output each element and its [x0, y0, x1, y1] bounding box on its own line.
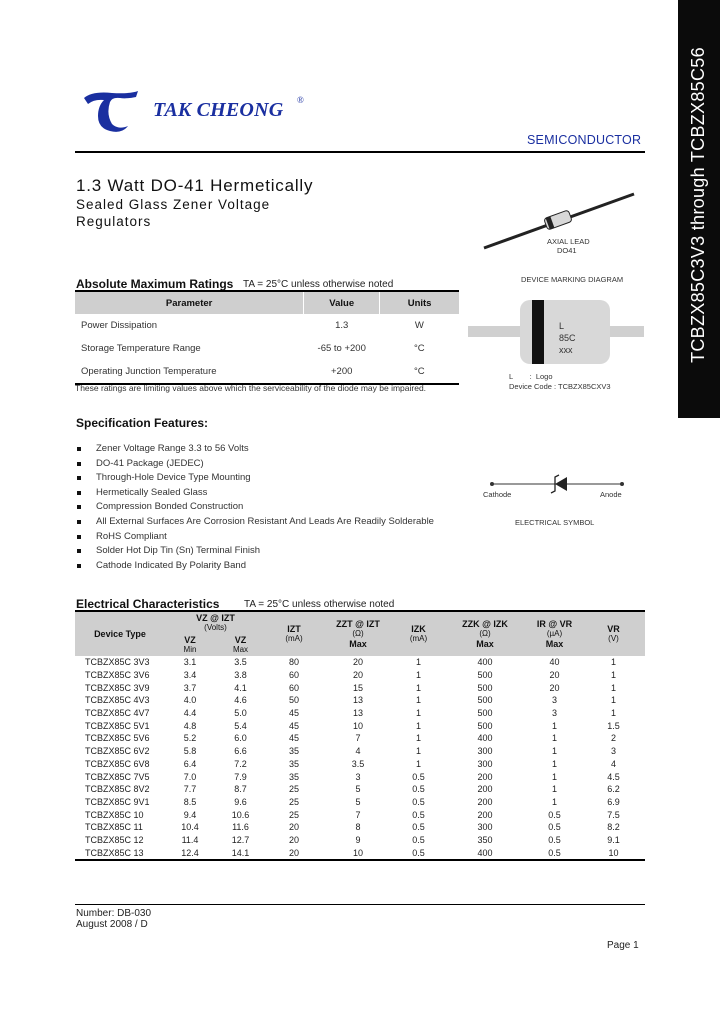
table-cell: 300	[477, 746, 493, 757]
table-cell: 20	[352, 670, 363, 681]
col-zzk-label: ZZK @ IZK	[462, 619, 508, 629]
table-cell: 1	[551, 720, 557, 731]
doc-number: Number: DB-030	[76, 908, 152, 919]
table-cell: 6.2	[607, 784, 620, 795]
col-vz-max-label: Max	[232, 645, 249, 654]
table-cell: 6.4	[183, 758, 197, 769]
table-row	[75, 656, 645, 669]
device-type-cell: TCBZX85C 9V1	[85, 796, 150, 807]
col-vz-header	[165, 611, 266, 634]
col-ir-unit: (µA)	[546, 629, 563, 638]
ratings-cell: Operating Junction Temperature	[81, 366, 217, 377]
table-cell: 1	[610, 708, 616, 719]
table-cell: 25	[288, 784, 299, 795]
col-vr-unit: (V)	[608, 634, 619, 643]
table-cell: 4.8	[183, 720, 197, 731]
table-cell: 25	[288, 809, 299, 820]
table-cell: 300	[477, 758, 493, 769]
table-cell: 1	[610, 657, 616, 668]
device-type-cell: TCBZX85C 10	[85, 809, 144, 820]
table-cell: 1	[415, 758, 421, 769]
table-cell: 0.5	[548, 822, 561, 833]
marking-line-1: L	[559, 321, 565, 331]
table-row	[75, 707, 645, 720]
table-cell: 10.6	[231, 809, 250, 820]
device-type-cell: TCBZX85C 3V9	[85, 682, 150, 693]
device-type-cell: TCBZX85C 6V8	[85, 758, 150, 769]
table-row	[75, 846, 645, 860]
col-ir-label: IR @ VR	[536, 619, 573, 629]
col-vz-min-symbol: VZ	[184, 635, 196, 645]
ratings-cell: W	[414, 320, 424, 331]
ratings-cell: Storage Temperature Range	[81, 343, 201, 354]
ratings-note: TA = 25°C unless otherwise noted	[243, 279, 394, 290]
table-cell: 5	[355, 784, 361, 795]
marking-line-3: xxx	[559, 345, 573, 355]
symbol-caption: ELECTRICAL SYMBOL	[515, 518, 595, 527]
features-heading: Specification Features:	[76, 416, 209, 430]
marking-legend-code: Device Code : TCBZX85CXV3	[509, 382, 611, 391]
ratings-footnote: These ratings are limiting values above which the serviceability of the diode may be impaired.	[75, 383, 427, 393]
table-cell: 0.5	[412, 796, 425, 807]
ratings-heading: Absolute Maximum Ratings	[76, 277, 234, 291]
table-row	[75, 719, 645, 732]
col-vr-label: VR	[607, 624, 620, 634]
table-cell: 20	[549, 670, 560, 681]
ratings-cell: °C	[414, 343, 425, 354]
col-vz-label: VZ @ IZT	[196, 613, 235, 623]
table-cell: 400	[477, 657, 493, 668]
table-cell: 1	[415, 670, 421, 681]
table-cell: 300	[477, 822, 493, 833]
table-cell: 11.6	[232, 822, 249, 833]
table-cell: 4.5	[607, 771, 620, 782]
feature-item: All External Surfaces Are Corrosion Resistant And Leads Are Readily Solderable	[76, 516, 476, 531]
col-zzt-unit: (Ω)	[352, 629, 364, 638]
table-cell: 45	[288, 720, 299, 731]
device-type-cell: TCBZX85C 5V1	[85, 720, 150, 731]
table-cell: 350	[477, 834, 493, 845]
device-type-cell: TCBZX85C 3V3	[85, 657, 150, 668]
table-cell: 13	[352, 708, 363, 719]
table-cell: 0.5	[412, 771, 425, 782]
table-cell: 15	[352, 682, 363, 693]
table-row	[75, 796, 645, 809]
table-cell: 0.5	[412, 847, 425, 858]
feature-item: Hermetically Sealed Glass	[76, 487, 476, 502]
table-cell: 3.7	[183, 682, 197, 693]
device-type-cell: TCBZX85C 12	[85, 834, 144, 845]
table-row	[75, 732, 645, 745]
table-cell: 5.0	[234, 708, 247, 719]
table-cell: 60	[288, 670, 299, 681]
page-number: Page 1	[607, 940, 639, 951]
doc-date: August 2008 / D	[76, 919, 148, 930]
table-cell: 7.2	[234, 758, 247, 769]
table-cell: 4.0	[183, 695, 197, 706]
page-subtitle: Sealed Glass Zener Voltage Regulators	[76, 197, 271, 229]
table-cell: 14.1	[231, 847, 250, 858]
table-cell: 200	[477, 771, 493, 782]
table-cell: 500	[477, 695, 493, 706]
table-cell: 9.4	[183, 809, 197, 820]
footer-rule	[75, 904, 645, 905]
table-cell: 50	[288, 695, 299, 706]
tak-cheong-logo-icon	[82, 88, 140, 132]
side-tab	[678, 0, 720, 418]
brand-name: TAK CHEONG	[153, 99, 284, 121]
table-cell: 8	[355, 822, 361, 833]
col-vz-max	[215, 634, 266, 656]
page-title: 1.3 Watt DO-41 Hermetically	[76, 176, 314, 195]
ratings-col-parameter: Parameter	[75, 291, 304, 314]
table-cell: 20	[288, 822, 299, 833]
col-zzk-header	[443, 611, 527, 656]
table-cell: 3.4	[183, 670, 197, 681]
table-cell: 25	[288, 796, 299, 807]
table-cell: 400	[477, 733, 493, 744]
col-vz-max-symbol: VZ	[234, 635, 247, 645]
table-cell: 8.5	[183, 796, 197, 807]
electrical-table	[75, 610, 645, 861]
table-cell: 1	[551, 796, 557, 807]
table-cell: 10	[608, 847, 619, 858]
table-row	[75, 694, 645, 707]
side-part-range: TCBZX85C3V3 through TCBZX85C56	[688, 47, 708, 363]
table-cell: 10	[352, 720, 363, 731]
table-cell: 80	[288, 657, 299, 668]
device-type-cell: TCBZX85C 6V2	[85, 746, 150, 757]
table-cell: 7.9	[234, 771, 247, 782]
table-cell: 45	[288, 708, 299, 719]
table-cell: 40	[549, 657, 560, 668]
ratings-row	[75, 360, 459, 384]
table-cell: 4.1	[234, 682, 247, 693]
table-cell: 35	[288, 746, 299, 757]
table-cell: 1	[551, 758, 557, 769]
col-izt-header	[266, 611, 322, 656]
table-row	[75, 669, 645, 682]
col-zzk-unit: (Ω)	[479, 629, 491, 638]
feature-item: DO-41 Package (JEDEC)	[76, 458, 476, 473]
table-cell: 1	[415, 746, 421, 757]
col-ir-max: Max	[545, 639, 564, 649]
device-type-cell: TCBZX85C 13	[85, 847, 144, 858]
table-cell: 35	[288, 771, 299, 782]
table-cell: 500	[477, 682, 493, 693]
table-cell: 1	[610, 670, 616, 681]
package-caption-1: AXIAL LEAD	[547, 237, 590, 246]
division-label: SEMICONDUCTOR	[527, 133, 642, 147]
header-rule	[75, 151, 645, 153]
device-type-cell: TCBZX85C 7V5	[85, 771, 150, 782]
table-cell: 5.4	[234, 720, 247, 731]
table-cell: 1	[415, 657, 421, 668]
table-cell: 5.8	[183, 746, 197, 757]
electrical-heading: Electrical Characteristics	[76, 597, 220, 611]
anode-label: Anode	[600, 490, 622, 499]
col-zzt-label: ZZT @ IZT	[336, 619, 380, 629]
cathode-label: Cathode	[483, 490, 512, 499]
marking-line-2: 85C	[559, 333, 576, 343]
table-cell: 0.5	[412, 784, 425, 795]
table-cell: 3.5	[234, 657, 247, 668]
table-cell: 3	[551, 695, 557, 706]
table-cell: 3	[355, 771, 361, 782]
ratings-table-wrap	[75, 290, 459, 385]
table-cell: 60	[288, 682, 299, 693]
table-cell: 6.6	[234, 746, 247, 757]
table-cell: 12.7	[231, 834, 250, 845]
col-vz-min	[165, 634, 215, 656]
table-cell: 1	[551, 746, 557, 757]
electrical-table-body	[75, 656, 645, 860]
table-cell: 3.5	[351, 758, 365, 769]
col-ir-header	[527, 611, 582, 656]
table-cell: 13	[352, 695, 363, 706]
electrical-table-wrap	[75, 610, 645, 861]
device-type-cell: TCBZX85C 8V2	[85, 784, 150, 795]
table-cell: 6.9	[607, 796, 620, 807]
col-izt-label: IZT	[287, 624, 301, 634]
table-cell: 1	[551, 784, 557, 795]
col-vz-unit: (Volts)	[204, 623, 227, 632]
table-cell: 1	[415, 733, 421, 744]
ratings-col-units: Units	[380, 291, 459, 314]
col-zzk-max: Max	[476, 639, 494, 649]
electrical-note: TA = 25°C unless otherwise noted	[244, 599, 395, 610]
table-cell: 500	[477, 720, 493, 731]
table-cell: 0.5	[412, 834, 425, 845]
table-cell: 0.5	[412, 822, 425, 833]
table-cell: 10	[352, 847, 363, 858]
ratings-row	[75, 314, 459, 337]
table-cell: 20	[352, 657, 363, 668]
table-cell: 7.0	[183, 771, 197, 782]
table-row	[75, 808, 645, 821]
table-cell: 7.5	[607, 809, 620, 820]
ratings-cell: 1.3	[335, 320, 349, 331]
table-cell: 20	[288, 834, 299, 845]
table-cell: 0.5	[548, 847, 561, 858]
ratings-col-value: Value	[304, 291, 380, 314]
table-cell: 4.6	[234, 695, 247, 706]
table-cell: 1	[415, 695, 421, 706]
features-list	[76, 443, 476, 574]
table-cell: 1	[610, 695, 616, 706]
table-cell: 8.7	[234, 784, 247, 795]
table-cell: 20	[549, 682, 560, 693]
table-cell: 0.5	[548, 834, 561, 845]
col-device-type: Device Type	[75, 611, 165, 656]
table-row	[75, 681, 645, 694]
table-row	[75, 834, 645, 847]
ratings-cell: +200	[331, 366, 353, 377]
table-cell: 8.2	[607, 822, 620, 833]
feature-item: RoHS Compliant	[76, 531, 476, 546]
table-row	[75, 745, 645, 758]
col-izk-unit: (mA)	[409, 634, 428, 643]
marking-diagram-title: DEVICE MARKING DIAGRAM	[521, 275, 624, 284]
device-type-cell: TCBZX85C 4V3	[85, 695, 150, 706]
feature-item: Through-Hole Device Type Mounting	[76, 472, 476, 487]
table-cell: 500	[477, 670, 493, 681]
table-cell: 400	[477, 847, 493, 858]
col-vr-header	[582, 611, 645, 656]
ratings-cell: °C	[414, 366, 425, 377]
table-cell: 1	[551, 771, 557, 782]
table-cell: 9	[355, 834, 361, 845]
table-cell: 5	[355, 796, 361, 807]
table-cell: 1	[610, 682, 616, 693]
col-izt-unit: (mA)	[285, 634, 303, 643]
table-cell: 4.4	[183, 708, 197, 719]
table-cell: 3	[551, 708, 557, 719]
col-vz-min-label: Min	[183, 645, 197, 654]
table-cell: 1.5	[607, 720, 620, 731]
feature-item: Compression Bonded Construction	[76, 501, 476, 516]
device-type-cell: TCBZX85C 11	[85, 822, 143, 833]
ratings-cell: -65 to +200	[317, 343, 366, 354]
table-cell: 2	[610, 733, 616, 744]
table-row	[75, 821, 645, 834]
table-cell: 11.4	[181, 834, 199, 845]
col-zzt-header	[322, 611, 394, 656]
table-cell: 10.4	[181, 822, 199, 833]
table-cell: 4	[355, 746, 361, 757]
feature-item: Zener Voltage Range 3.3 to 56 Volts	[76, 443, 476, 458]
table-cell: 1	[415, 682, 421, 693]
marking-legend-logo: L : Logo	[509, 372, 553, 381]
table-cell: 500	[477, 708, 493, 719]
ratings-row	[75, 337, 459, 360]
registered-mark: ®	[297, 95, 304, 105]
table-cell: 45	[288, 733, 299, 744]
table-row	[75, 758, 645, 771]
table-cell: 1	[415, 708, 421, 719]
package-caption-2: DO41	[557, 246, 577, 255]
table-cell: 4	[610, 758, 616, 769]
table-cell: 1	[415, 720, 421, 731]
table-cell: 20	[288, 847, 299, 858]
col-zzt-max: Max	[349, 639, 367, 649]
table-cell: 1	[551, 733, 557, 744]
table-cell: 6.0	[234, 733, 247, 744]
table-cell: 7	[355, 733, 361, 744]
table-cell: 7	[355, 809, 361, 820]
table-cell: 3.1	[183, 657, 197, 668]
table-cell: 0.5	[412, 809, 425, 820]
table-row	[75, 783, 645, 796]
table-cell: 9.1	[607, 834, 620, 845]
col-izk-label: IZK	[411, 624, 426, 634]
ratings-table	[75, 290, 459, 385]
feature-item: Cathode Indicated By Polarity Band	[76, 560, 476, 575]
table-cell: 0.5	[548, 809, 561, 820]
table-cell: 5.2	[183, 733, 197, 744]
feature-item: Solder Hot Dip Tin (Sn) Terminal Finish	[76, 545, 476, 560]
device-type-cell: TCBZX85C 4V7	[85, 708, 150, 719]
col-izk-header	[394, 611, 443, 656]
table-cell: 9.6	[234, 796, 247, 807]
device-type-cell: TCBZX85C 5V6	[85, 733, 150, 744]
table-cell: 35	[288, 758, 299, 769]
table-cell: 7.7	[183, 784, 197, 795]
table-cell: 200	[477, 784, 493, 795]
table-row	[75, 770, 645, 783]
table-cell: 3.8	[234, 670, 247, 681]
table-cell: 200	[477, 796, 493, 807]
marking-diagram	[468, 300, 644, 370]
device-type-cell: TCBZX85C 3V6	[85, 670, 150, 681]
ratings-cell: Power Dissipation	[81, 320, 158, 331]
table-cell: 3	[610, 746, 616, 757]
table-cell: 200	[477, 809, 493, 820]
table-cell: 12.4	[181, 847, 199, 858]
